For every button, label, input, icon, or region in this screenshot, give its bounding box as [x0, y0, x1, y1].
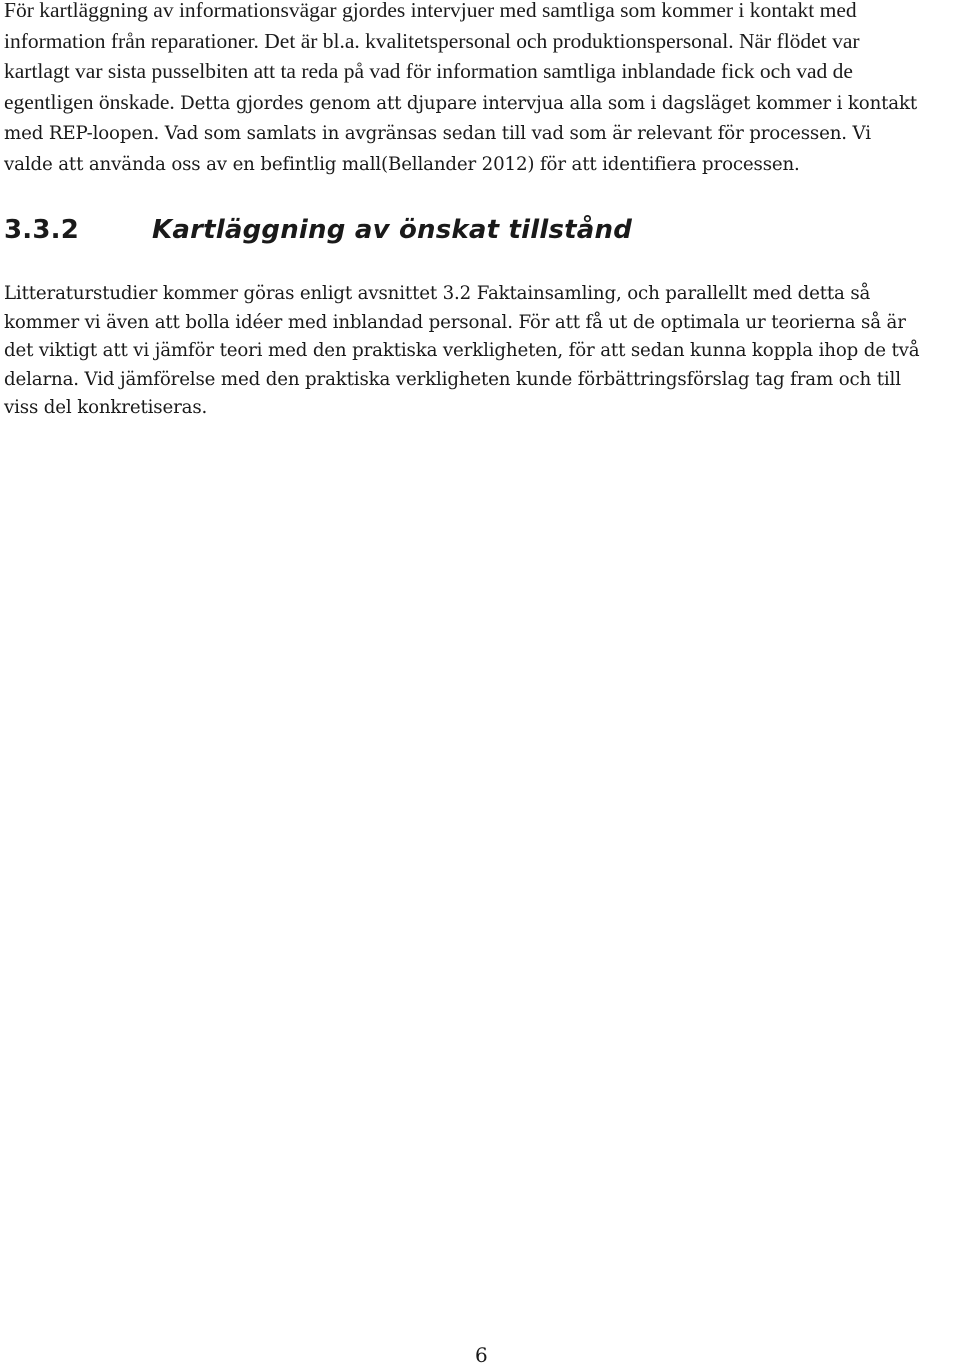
paragraph-line: med REP-loopen. Vad som samlats in avgränsas sedan till vad som är relevant för processen. Vi — [4, 123, 871, 145]
paragraph-line: valde att använda oss av en befintlig mall(Bellander 2012) för att identifiera processen. — [4, 153, 800, 175]
paragraph-line: viss del konkretiseras. — [4, 397, 208, 419]
paragraph-line: delarna. Vid jämförelse med den praktiska verkligheten kunde förbättringsförslag tag fram och till — [4, 368, 901, 390]
paragraph-line: kommer vi även att bolla idéer med inblandad personal. För att få ut de optimala ur teorierna så är — [4, 311, 906, 333]
paragraph-line: egentligen önskade. Detta gjordes genom att djupare intervjua alla som i dagsläget kommer i kontakt — [4, 89, 918, 114]
paragraph-line: Litteraturstudier kommer göras enligt avsnittet 3.2 Faktainsamling, och parallellt med detta så — [4, 283, 871, 304]
paragraph-line: kartlagt var sista pusselbiten att ta reda på vad för information samtliga inblandade fick och vad de — [4, 59, 853, 84]
section-heading — [4, 212, 632, 248]
section-number: 3.3.2 — [4, 215, 80, 245]
page-number: 6 — [475, 1343, 488, 1367]
section-title: Kartläggning av önskat tillstånd — [152, 215, 633, 245]
paragraph-line: information från reparationer. Det är bl.a. kvalitetspersonal och produktionspersonal. När flödet var — [4, 28, 860, 53]
paragraph-line: För kartläggning av informationsvägar gjordes intervjuer med samtliga som kommer i kontakt med — [4, 0, 857, 22]
paragraph-literature — [4, 280, 919, 423]
paragraph-interviews — [4, 0, 917, 180]
paragraph-line: det viktigt att vi jämför teori med den praktiska verkligheten, för att sedan kunna koppla ihop de två — [4, 340, 920, 362]
